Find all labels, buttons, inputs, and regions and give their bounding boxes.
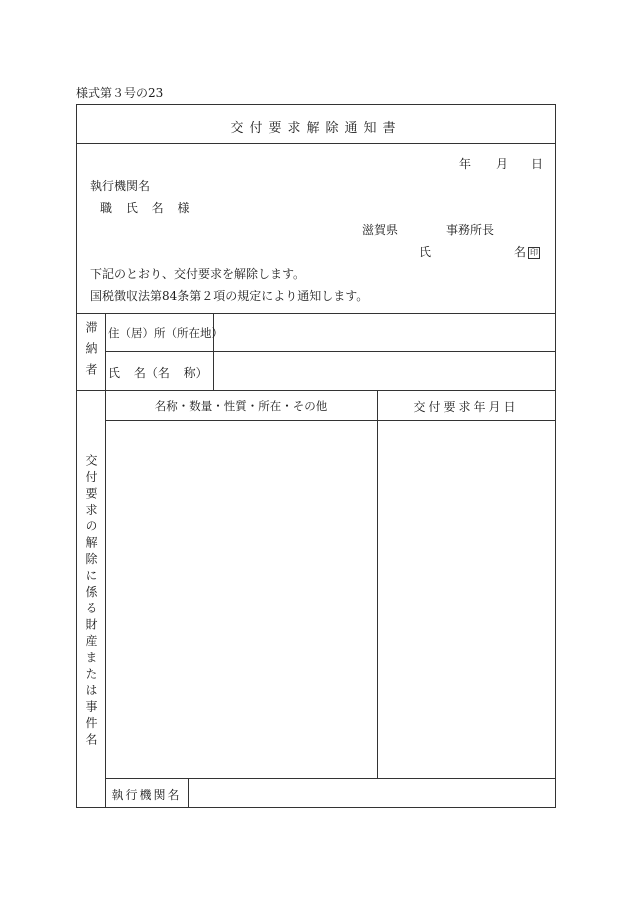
frame-right-line	[555, 104, 556, 808]
date-year-label: 年	[459, 157, 472, 171]
agency-label-divider	[188, 778, 189, 807]
property-col1-header: 名称・数量・性質・所在・その他	[154, 399, 328, 413]
notice-bottom-line	[76, 313, 556, 314]
document-title: 交付要求解除通知書	[230, 121, 402, 136]
delinquent-side-label: 滞納者	[84, 320, 98, 384]
name-label: 氏 名（名 称）	[108, 366, 208, 380]
addressee-person: 職 氏 名 様	[100, 201, 190, 215]
sender-name-label: 氏	[419, 245, 432, 259]
executing-agency-label: 執行機関名	[111, 788, 182, 802]
sender-prefecture: 滋賀県	[362, 223, 399, 237]
sender-name-char: 名	[514, 245, 527, 259]
property-header-line	[105, 420, 556, 421]
form-number: 様式第３号の23	[76, 86, 164, 100]
property-body-bottom-line	[105, 778, 556, 779]
body-line-2: 国税徴収法第84条第２項の規定により通知します。	[90, 289, 369, 303]
seal-stamp-mark: 印	[530, 248, 539, 257]
sender-name-label-2	[514, 243, 540, 260]
delinquent-mid-line	[105, 351, 556, 352]
frame-top-line	[76, 104, 556, 105]
property-col2-header: 交付要求年月日	[413, 400, 519, 414]
frame-bottom-line	[76, 807, 556, 808]
title-bottom-line	[76, 143, 556, 144]
date-day-label: 日	[531, 157, 544, 171]
date-month-label: 月	[496, 157, 509, 171]
side-label-divider	[105, 313, 106, 808]
addressee-agency: 執行機関名	[90, 179, 151, 193]
body-line-1: 下記のとおり、交付要求を解除します。	[90, 267, 306, 281]
property-column-divider	[377, 390, 378, 778]
sender-office: 事務所長	[446, 223, 495, 237]
property-side-label: 交付要求の解除に係る財産または事件名	[84, 454, 98, 750]
address-label: 住（居）所（所在地）	[108, 326, 223, 340]
delinquent-bottom-line	[76, 390, 556, 391]
